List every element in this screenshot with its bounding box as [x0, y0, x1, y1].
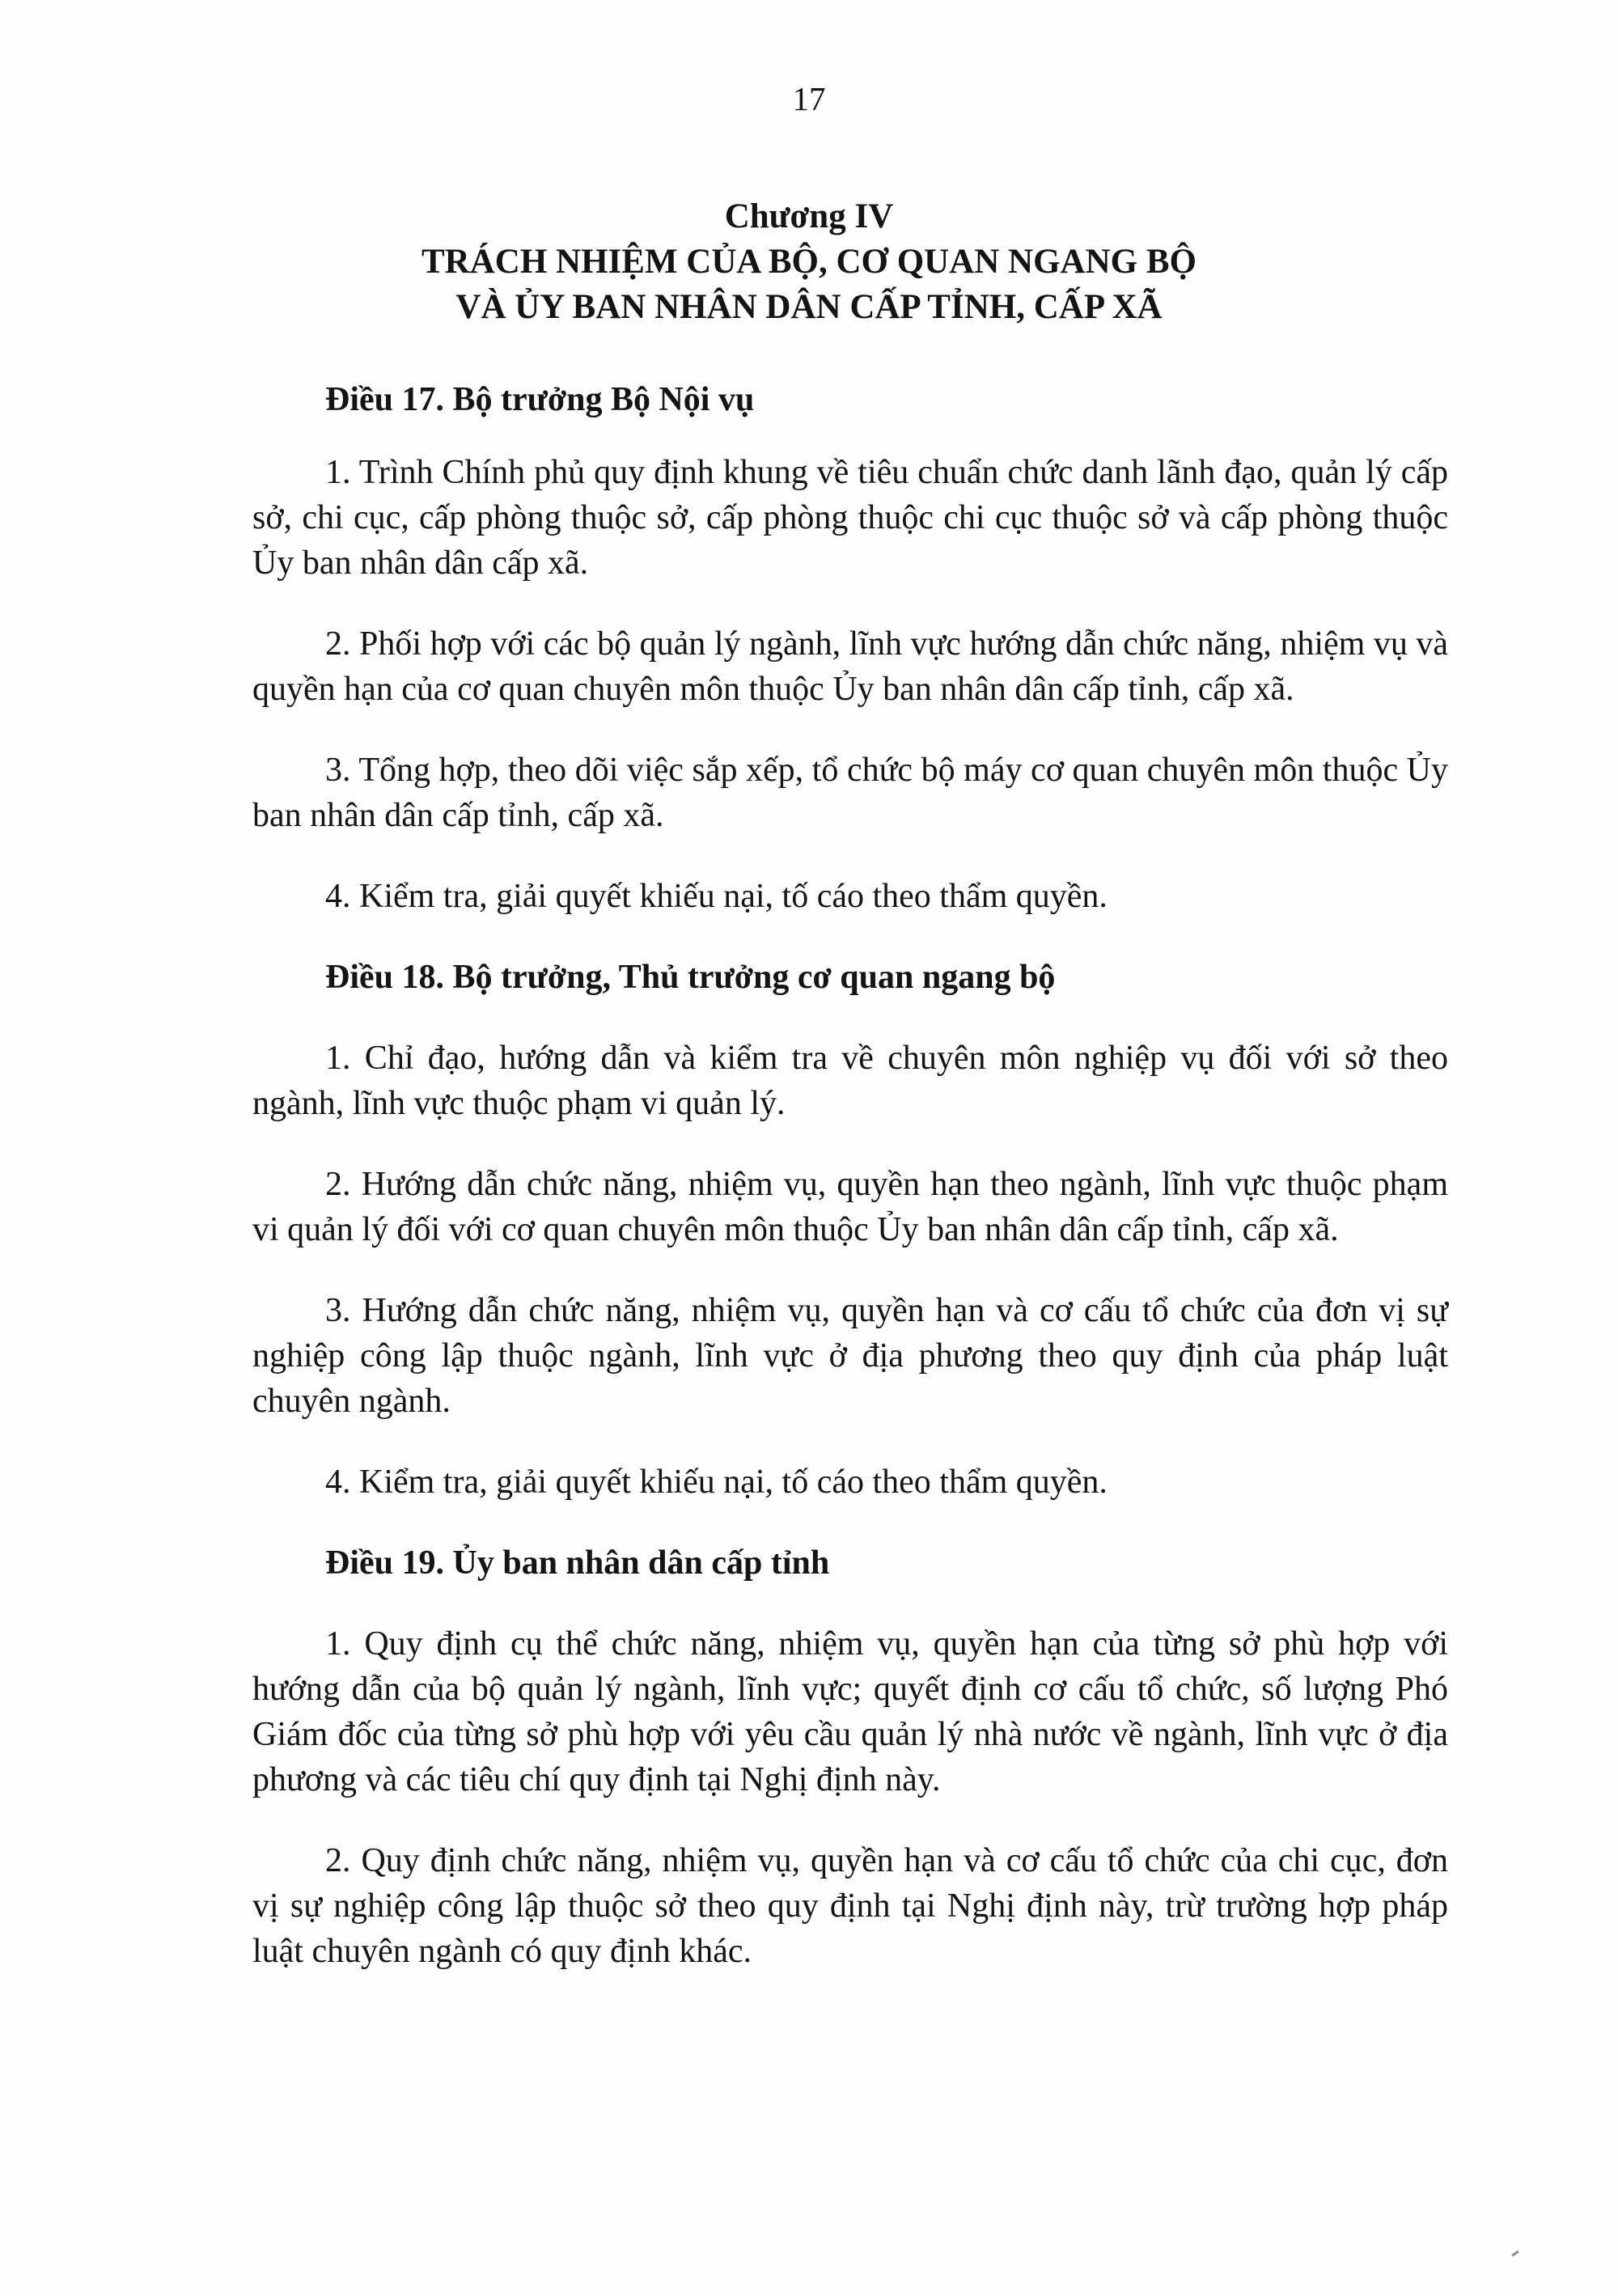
article-heading: Điều 19. Ủy ban nhân dân cấp tỉnh [325, 1544, 830, 1582]
article-paragraph: 4. Kiểm tra, giải quyết khiếu nại, tố cáo theo thẩm quyền. [325, 1464, 1108, 1501]
article-17 [252, 377, 1448, 919]
chapter-heading [202, 194, 1416, 330]
article-paragraph: 3. Tổng hợp, theo dõi việc sắp xếp, tổ chức bộ máy cơ quan chuyên môn thuộc Ủy ban nhân dân cấp tỉnh, cấp xã. [252, 752, 1448, 834]
article-paragraph: 1. Trình Chính phủ quy định khung về tiêu chuẩn chức danh lãnh đạo, quản lý cấp sở, chi cục, cấp phòng thuộc sở, cấp phòng thuộc chi cục thuộc sở và cấp phòng thuộc Ủy ban nhân dân cấp xã. [252, 454, 1448, 582]
article-paragraph: 3. Hướng dẫn chức năng, nhiệm vụ, quyền hạn và cơ cấu tổ chức của đơn vị sự nghiệp công lập thuộc ngành, lĩnh vực ở địa phương theo quy định của pháp luật chuyên ngành. [252, 1292, 1448, 1420]
document-body [252, 377, 1448, 1974]
article-paragraph: 2. Hướng dẫn chức năng, nhiệm vụ, quyền hạn theo ngành, lĩnh vực thuộc phạm vi quản lý đối với cơ quan chuyên môn thuộc Ủy ban nhân dân cấp tỉnh, cấp xã. [252, 1166, 1448, 1248]
page-number: 17 [792, 80, 826, 117]
article-heading: Điều 17. Bộ trưởng Bộ Nội vụ [325, 381, 755, 418]
chapter-title-line-2: VÀ ỦY BAN NHÂN DÂN CẤP TỈNH, CẤP XÃ [455, 288, 1163, 326]
article-paragraph: 1. Quy định cụ thể chức năng, nhiệm vụ, quyền hạn của từng sở phù hợp với hướng dẫn của bộ quản lý ngành, lĩnh vực; quyết định cơ cấu tổ chức, số lượng Phó Giám đốc của từng sở phù hợp với yêu cầu quản lý nhà nước về ngành, lĩnh vực ở địa phương và các tiêu chí quy định tại Nghị định này. [252, 1625, 1448, 1798]
article-19 [252, 1540, 1448, 1974]
article-paragraph: 4. Kiểm tra, giải quyết khiếu nại, tố cáo theo thẩm quyền. [325, 878, 1108, 915]
article-paragraph: 1. Chỉ đạo, hướng dẫn và kiểm tra về chuyên môn nghiệp vụ đối với sở theo ngành, lĩnh vực thuộc phạm vi quản lý. [252, 1040, 1448, 1122]
article-paragraph: 2. Phối hợp với các bộ quản lý ngành, lĩnh vực hướng dẫn chức năng, nhiệm vụ và quyền hạn của cơ quan chuyên môn thuộc Ủy ban nhân dân cấp tỉnh, cấp xã. [252, 625, 1448, 708]
article-paragraph: 2. Quy định chức năng, nhiệm vụ, quyền hạn và cơ cấu tổ chức của chi cục, đơn vị sự nghiệp công lập thuộc sở theo quy định tại Nghị định này, trừ trường hợp pháp luật chuyên ngành có quy định khác. [252, 1842, 1448, 1970]
article-18 [252, 955, 1448, 1505]
chapter-title-line-1: TRÁCH NHIỆM CỦA BỘ, CƠ QUAN NGANG BỘ [421, 243, 1197, 281]
scan-artifact [1511, 2250, 1519, 2256]
chapter-label: Chương IV [724, 197, 894, 235]
article-heading: Điều 18. Bộ trưởng, Thủ trưởng cơ quan ngang bộ [325, 959, 1056, 996]
